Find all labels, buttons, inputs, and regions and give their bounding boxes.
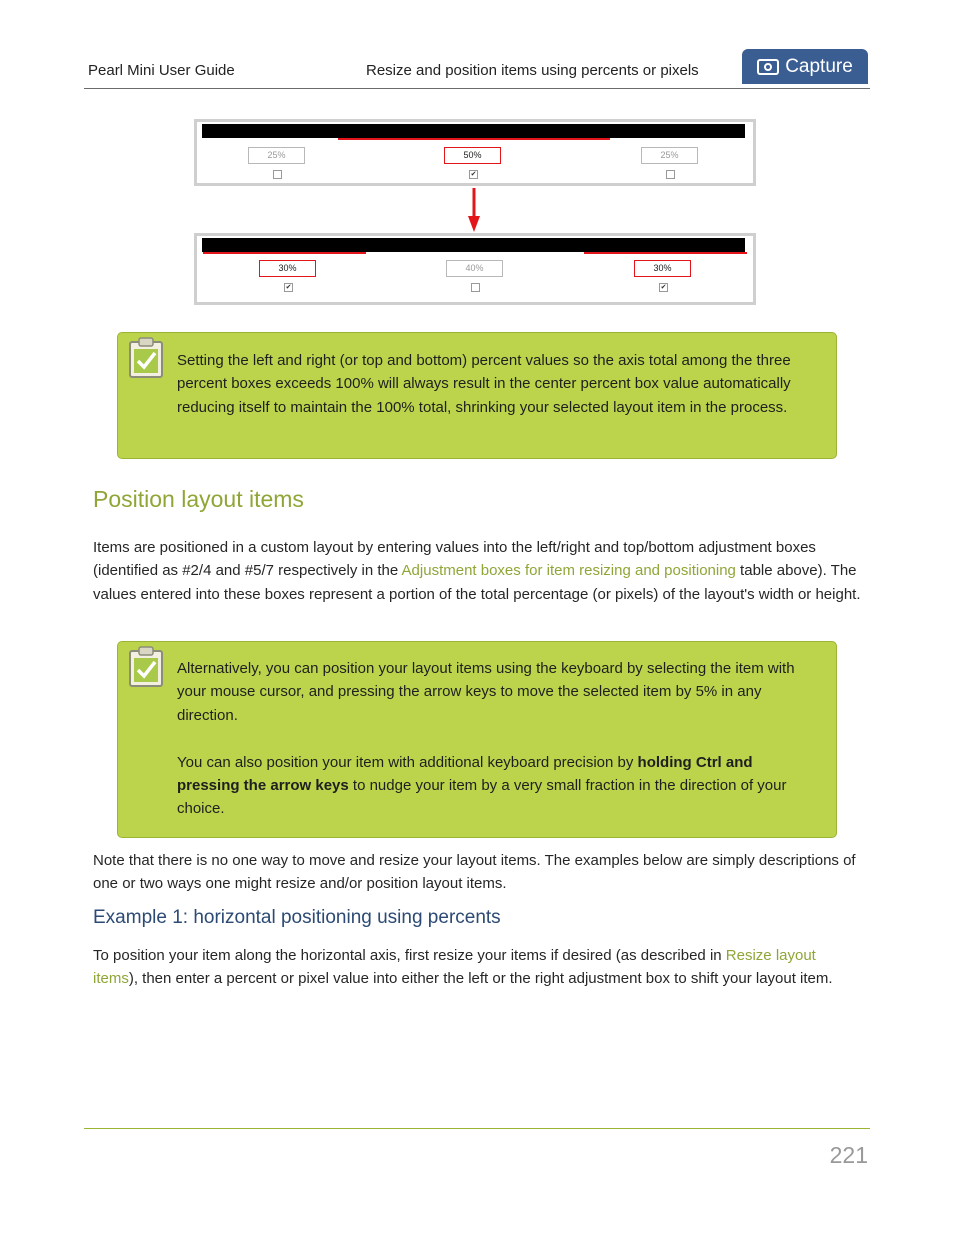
checkbox-right	[666, 170, 675, 179]
section-heading: Position layout items	[93, 486, 304, 512]
percent-box-right: 30%	[634, 260, 691, 277]
percent-box-right: 25%	[641, 147, 698, 164]
page-header	[84, 48, 870, 89]
page-number: 221	[829, 1142, 868, 1168]
intro-paragraph: Items are positioned in a custom layout by entering values into the left/right and top/bottom adjustment boxes (identified as #2/4 and #5/7 respectively in the Adjustment boxes for item resizing and positioning table above). The values entered into these boxes represent a portion of the total percentage (or pixels) of the layout's width or height.	[93, 539, 861, 603]
checkbox-center-checked: ✔	[470, 171, 477, 178]
selection-underline-left	[203, 252, 366, 254]
note-box	[117, 332, 837, 459]
percent-box-center: 50%	[444, 147, 501, 164]
capture-tab-label: Capture	[785, 55, 853, 77]
footer-divider	[84, 1128, 870, 1129]
layout-before-figure	[194, 119, 756, 186]
layout-after-figure	[194, 233, 756, 305]
note-text: Setting the left and right (or top and bottom) percent values so the axis total among the three percent boxes exceeds 100% will always result in the center percent box value automatically reducing itself to maintain the 100% total, shrinking your selected layout item in the process.	[177, 352, 791, 416]
guide-title: Pearl Mini User Guide	[88, 62, 235, 79]
checkbox-left-checked: ✔	[285, 284, 292, 291]
resize-layout-items-link[interactable]: Resize layout items	[93, 947, 816, 988]
clipboard-check-icon	[128, 646, 164, 688]
checkbox-left	[273, 170, 282, 179]
note-text: Alternatively, you can position your layout items using the keyboard by selecting the item with your mouse cursor, and pressing the arrow keys to move the selected item by 5% in any direction. You can also position your item with additional keyboard precision by holding Ctrl and pressing the arrow keys to nudge your item by a very small fraction in the direction of your choice.	[177, 660, 795, 818]
percent-box-left: 25%	[248, 147, 305, 164]
selection-underline-right	[584, 252, 747, 254]
layout-bar	[202, 238, 745, 252]
camera-icon	[757, 59, 779, 75]
adjustment-boxes-link[interactable]: Adjustment boxes for item resizing and positioning	[401, 562, 736, 580]
checkbox-right-checked: ✔	[660, 284, 667, 291]
clipboard-check-icon	[128, 337, 164, 379]
note-paragraph: Note that there is no one way to move and resize your layout items. The examples below are simply descriptions of one or two ways one might resize and/or position layout items.	[93, 852, 856, 893]
example-paragraph: To position your item along the horizontal axis, first resize your items if desired (as described in Resize layout items), then enter a percent or pixel value into either the left or the right adjustment box to shift your layout item.	[93, 947, 833, 988]
layout-bar	[202, 124, 745, 138]
percent-box-left: 30%	[259, 260, 316, 277]
selection-underline	[338, 138, 610, 140]
chapter-title: Resize and position items using percents or pixels	[366, 62, 699, 79]
capture-tab	[742, 49, 868, 84]
example-heading: Example 1: horizontal positioning using percents	[93, 907, 501, 928]
down-arrow-icon	[468, 188, 480, 232]
percent-box-center: 40%	[446, 260, 503, 277]
note-box	[117, 641, 837, 838]
checkbox-center	[471, 283, 480, 292]
